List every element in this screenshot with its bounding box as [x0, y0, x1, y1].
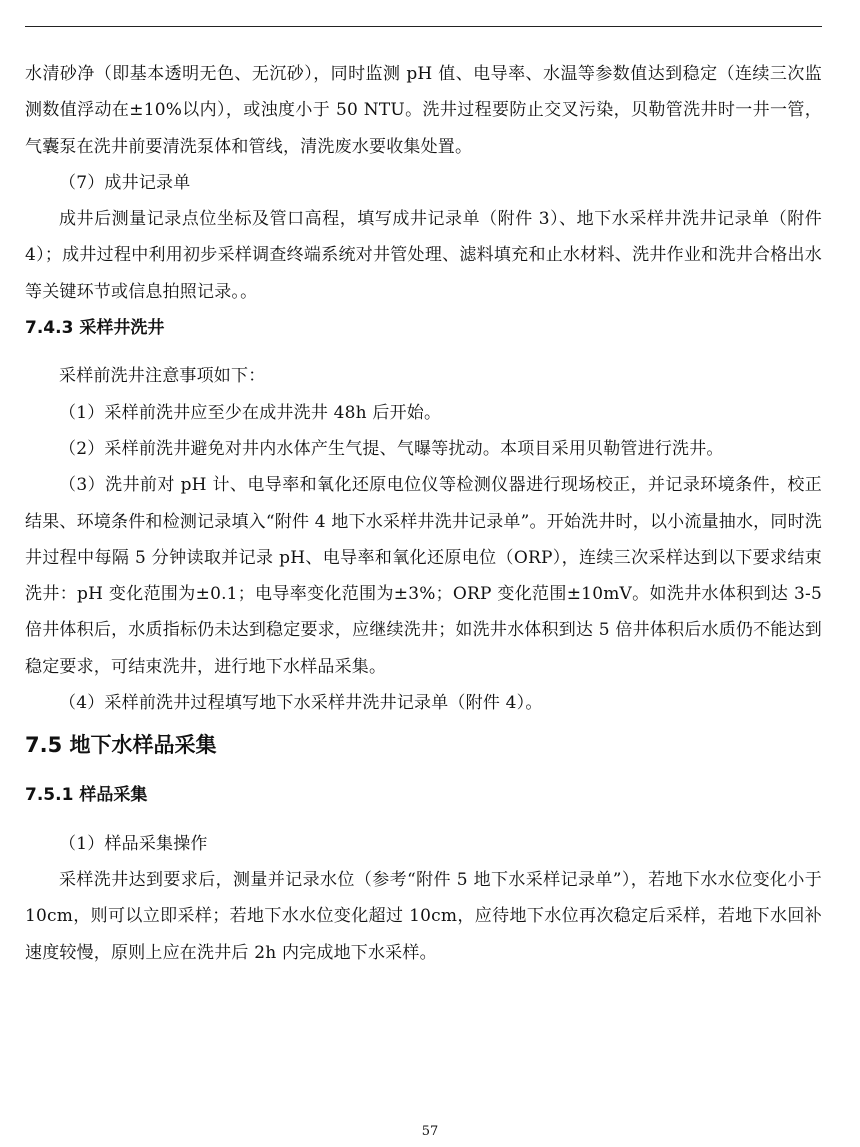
paragraph-water-level: 采样洗井达到要求后，测量并记录水位（参考“附件 5 地下水采样记录单”），若地下水水位变化小于 10cm，则可以立即采样；若地下水水位变化超过 10cm，应待地下水位再次稳定后采样，若地下水回补速度较慢，原则上应在洗井后 2h 内完成地下水采样。	[25, 869, 822, 963]
page-content	[25, 56, 822, 971]
item-3-instrument-calibration: （3）洗井前对 pH 计、电导率和氧化还原电位仪等检测仪器进行现场校正，并记录环境条件，校正结果、环境条件和检测记录填入“附件 4 地下水采样井洗井记录单”。开始洗井时，以小流量抽水，同时洗井过程中每隔 5 分钟读取并记录 pH、电导率和氧化还原电位（ORP），连续三次采样达到以下要求结束洗井：pH 变化范围为±0.1；电导率变化范围为±3%；ORP 变化范围±10mV。如洗井水体积到达 3-5 倍井体积后，水质指标仍未达到稳定要求，应继续洗井；如洗井水体积到达 5 倍井体积后水质仍不能达到稳定要求，可结束洗井，进行地下水样品采集。	[25, 475, 822, 677]
heading-7-4-3: 7.4.3 采样井洗井	[25, 318, 165, 339]
item-2-avoid-disturbance: （2）采样前洗井避免对井内水体产生气提、气曝等扰动。本项目采用贝勒管进行洗井。	[59, 438, 724, 459]
heading-7-5-1: 7.5.1 样品采集	[25, 785, 148, 806]
item-4-record-form: （4）采样前洗井过程填写地下水采样井洗井记录单（附件 4）。	[59, 693, 543, 714]
item-1-pre-sampling-wash: （1）采样前洗井应至少在成井洗井 48h 后开始。	[59, 402, 442, 423]
paragraph-washing-criteria: 水清砂净（即基本透明无色、无沉砂），同时监测 pH 值、电导率、水温等参数值达到稳定（连续三次监测数值浮动在±10%以内），或浊度小于 50 NTU。洗井过程要防止交叉污染，贝勒管洗井时一井一管，气囊泵在洗井前要清洗泵体和管线，清洗废水要收集处置。	[25, 64, 822, 157]
heading-7-5: 7.5 地下水样品采集	[25, 733, 217, 758]
header-rule	[25, 26, 822, 27]
item-7-well-record: （7）成井记录单	[59, 172, 191, 193]
page-number: 57	[421, 1124, 439, 1139]
item-1-sampling-operation: （1）样品采集操作	[59, 833, 208, 854]
paragraph-well-record: 成井后测量记录点位坐标及管口高程，填写成井记录单（附件 3）、地下水采样井洗井记录单（附件 4）；成井过程中利用初步采样调查终端系统对井管处理、滤料填充和止水材料、洗井作业和洗井合格出水等关键环节或信息拍照记录。。	[25, 209, 822, 302]
paragraph-notes-intro: 采样前洗井注意事项如下：	[59, 366, 266, 387]
